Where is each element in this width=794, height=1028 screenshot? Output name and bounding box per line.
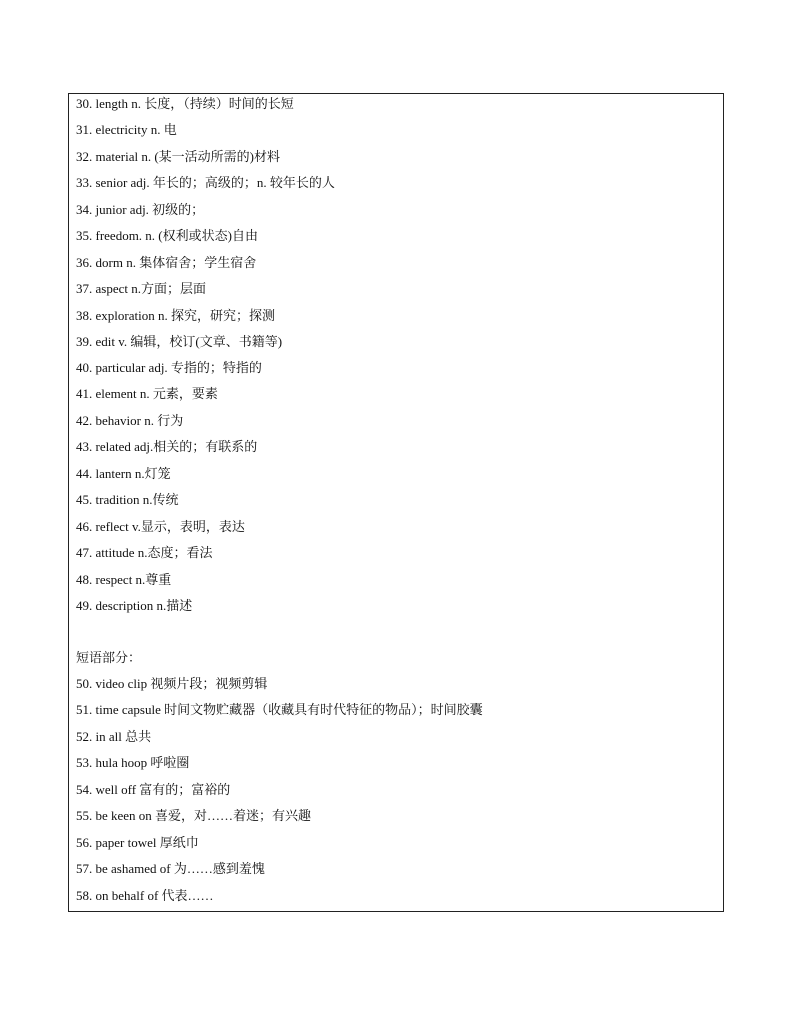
- phrase-line: 50. video clip 视频片段；视频剪辑: [76, 676, 268, 691]
- vocab-line: 41. element n. 元素，要素: [76, 386, 218, 401]
- vocab-line: 39. edit v. 编辑，校订(文章、书籍等): [76, 334, 283, 349]
- vocab-line: 37. aspect n.方面；层面: [76, 281, 206, 296]
- phrase-section-title: 短语部分：: [76, 650, 142, 665]
- phrase-line: 57. be ashamed of 为……感到羞愧: [76, 861, 265, 876]
- vocab-line: 49. description n.描述: [76, 598, 193, 613]
- vocab-line: 36. dorm n. 集体宿舍；学生宿舍: [76, 255, 257, 270]
- vocab-line: 44. lantern n.灯笼: [76, 466, 171, 481]
- vocab-line: 38. exploration n. 探究，研究；探测: [76, 308, 275, 323]
- vocabulary-box: [68, 93, 724, 912]
- phrase-line: 58. on behalf of 代表……: [76, 888, 214, 903]
- vocabulary-list: [76, 94, 715, 911]
- phrase-line: 52. in all 总共: [76, 729, 152, 744]
- vocab-line: 46. reflect v.显示，表明，表达: [76, 519, 245, 534]
- vocab-line: 48. respect n.尊重: [76, 572, 172, 587]
- vocab-line: 33. senior adj. 年长的；高级的；n. 较年长的人: [76, 175, 335, 190]
- phrase-line: 56. paper towel 厚纸巾: [76, 835, 199, 850]
- vocab-line: 31. electricity n. 电: [76, 122, 177, 137]
- vocab-line: 42. behavior n. 行为: [76, 413, 184, 428]
- vocab-line: 34. junior adj. 初级的；: [76, 202, 205, 217]
- vocab-line: 43. related adj.相关的；有联系的: [76, 439, 258, 454]
- vocab-line: 45. tradition n.传统: [76, 492, 179, 507]
- vocab-line: 32. material n. (某一活动所需的)材料: [76, 149, 280, 164]
- phrase-line: 55. be keen on 喜爱，对……着迷；有兴趣: [76, 808, 312, 823]
- vocab-line: 30. length n. 长度，（持续）时间的长短: [76, 96, 294, 111]
- vocab-line: 35. freedom. n. (权利或状态)自由: [76, 228, 258, 243]
- vocab-line: 47. attitude n.态度；看法: [76, 545, 213, 560]
- phrase-line: 54. well off 富有的；富裕的: [76, 782, 231, 797]
- phrase-line: 53. hula hoop 呼啦圈: [76, 755, 190, 770]
- phrase-line: 51. time capsule 时间文物贮藏器（收藏具有时代特征的物品）；时间胶囊: [76, 702, 483, 717]
- vocab-line: 40. particular adj. 专指的；特指的: [76, 360, 262, 375]
